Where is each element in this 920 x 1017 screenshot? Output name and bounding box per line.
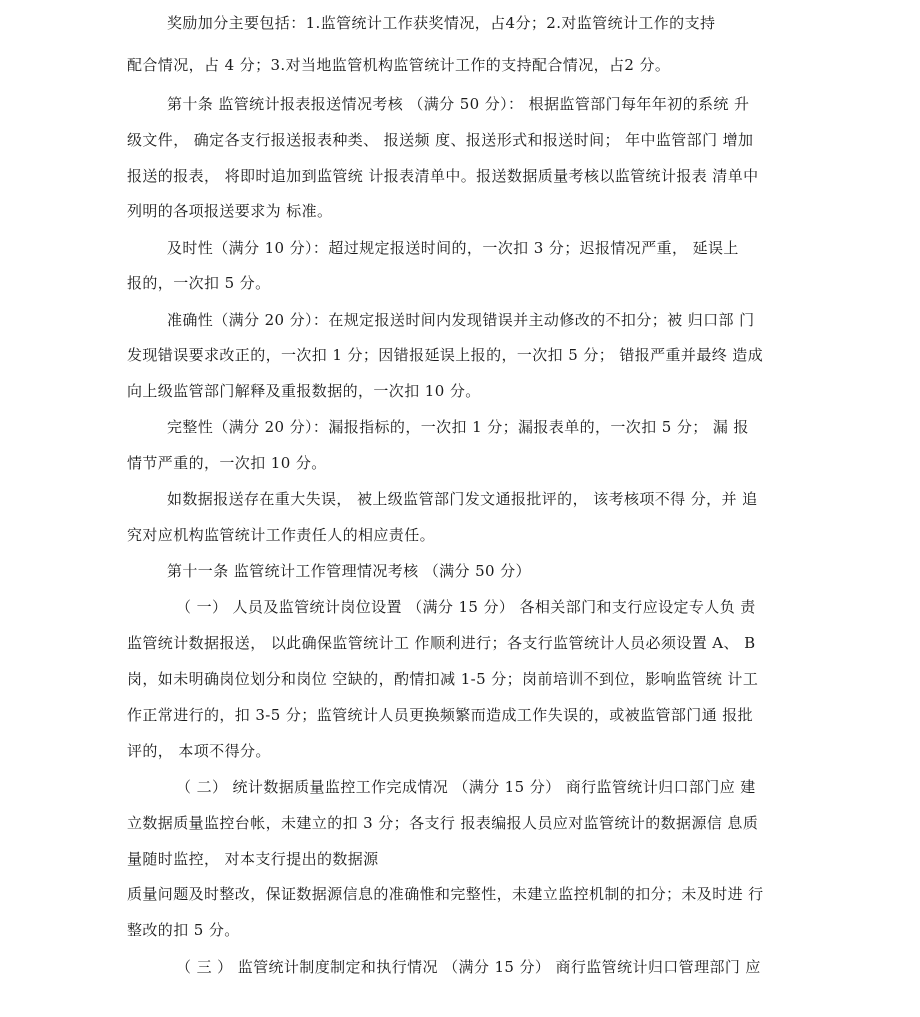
text-line: 奖励加分主要包括：1.监管统计工作获奖情况，占4分；2.对监管统计工作的支持 [167, 14, 716, 32]
article-11-heading: 第十一条 监管统计工作管理情况考核 （满分 50 分） [167, 562, 531, 580]
text-line: 向上级监管部门解释及重报数据的，一次扣 10 分。 [127, 382, 481, 400]
article-10-heading: 第十条 监管统计报表报送情况考核 （满分 50 分）： 根据监管部门每年年初的系统 升 [167, 95, 750, 113]
text-line: 评的， 本项不得分。 [127, 742, 271, 760]
text-line: 级文件， 确定各支行报送报表种类、 报送频 度、报送形式和报送时间； 年中监管部门 增加 [127, 131, 754, 149]
text-line: 报的，一次扣 5 分。 [127, 274, 271, 292]
section-3-paragraph: （ 三 ） 监管统计制度制定和执行情况 （满分 15 分） 商行监管统计归口管理部门 应 [176, 958, 761, 976]
text-line: 报送的报表， 将即时追加到监管统 计报表清单中。报送数据质量考核以监管统计报表 清单中 [127, 167, 759, 185]
text-line: 情节严重的，一次扣 10 分。 [127, 454, 327, 472]
text-line: 整改的扣 5 分。 [127, 921, 240, 939]
timeliness-paragraph: 及时性（满分 10 分）：超过规定报送时间的，一次扣 3 分；迟报情况严重， 延误上 [167, 239, 739, 257]
text-line: 立数据质量监控台帐，未建立的扣 3 分；各支行 报表编报人员应对监管统计的数据源信 息质 [127, 814, 759, 832]
major-error-paragraph: 如数据报送存在重大失误， 被上级监管部门发文通报批评的， 该考核项不得 分，并 追 [167, 490, 758, 508]
text-line: 量随时监控， 对本支行提出的数据源 [127, 850, 379, 868]
accuracy-paragraph: 准确性（满分 20 分）：在规定报送时间内发现错误并主动修改的不扣分；被 归口部 门 [167, 311, 755, 329]
text-line: 发现错误要求改正的，一次扣 1 分；因错报延误上报的，一次扣 5 分； 错报严重并最终 造成 [127, 346, 764, 364]
text-line: 岗，如未明确岗位划分和岗位 空缺的，酌情扣减 1-5 分；岗前培训不到位，影响监管统 计工 [127, 670, 759, 688]
text-line: 质量问题及时整改，保证数据源信息的准确惟和完整性，未建立监控机制的扣分；未及时进 行 [127, 885, 764, 903]
text-line: 究对应机构监管统计工作责任人的相应责任。 [127, 526, 436, 544]
text-line: 配合情况，占 4 分；3.对当地监管机构监管统计工作的支持配合情况，占2 分。 [127, 56, 671, 74]
section-2-paragraph: （ 二） 统计数据质量监控工作完成情况 （满分 15 分） 商行监管统计归口部门应 建 [176, 778, 756, 796]
section-1-paragraph: （ 一） 人员及监管统计岗位设置 （满分 15 分） 各相关部门和支行应设定专人负 责 [176, 598, 756, 616]
text-line: 监管统计数据报送， 以此确保监管统计工 作顺利进行；各支行监管统计人员必须设置 A、 B [127, 634, 756, 652]
completeness-paragraph: 完整性（满分 20 分）：漏报指标的，一次扣 1 分；漏报表单的，一次扣 5 分； 漏 报 [167, 418, 749, 436]
text-line: 列明的各项报送要求为 标准。 [127, 202, 333, 220]
text-line: 作正常进行的，扣 3-5 分；监管统计人员更换频繁而造成工作失误的，或被监管部门通 报批 [127, 706, 754, 724]
